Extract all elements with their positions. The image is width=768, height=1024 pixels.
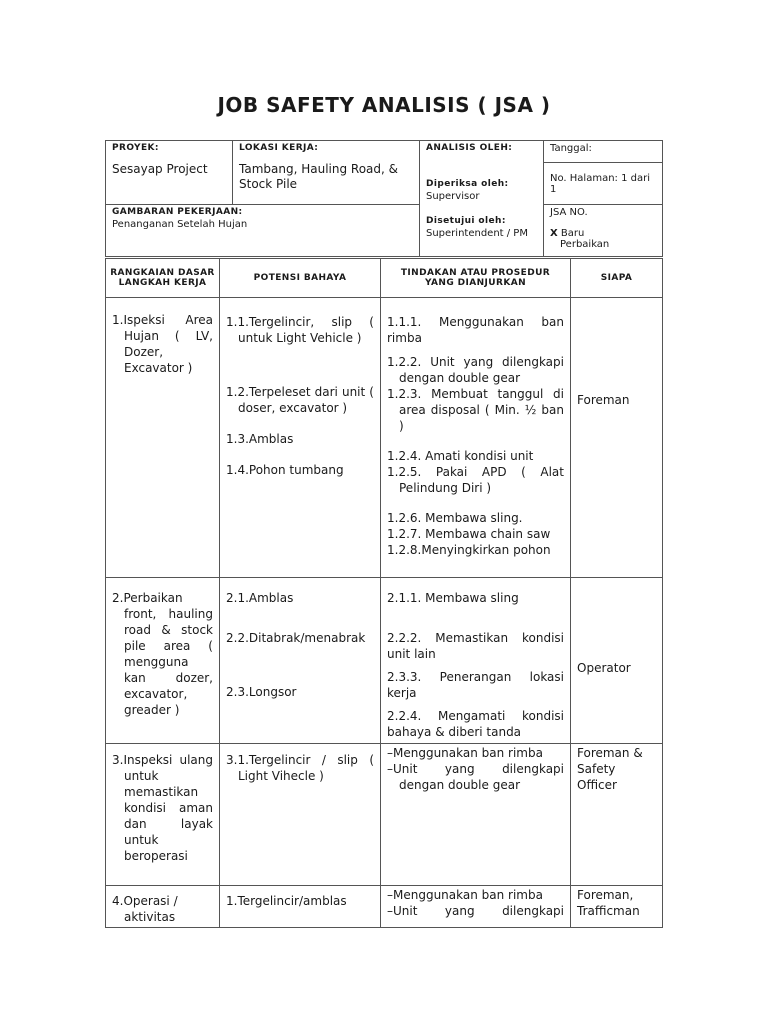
action-item: 1.2.4. Amati kondisi unit (387, 449, 534, 463)
table-row (106, 578, 663, 744)
tanggal-cell (544, 141, 663, 205)
action-item: –Menggunakan ban rimba (387, 888, 543, 902)
disetujui-label: Disetujui oleh: (426, 216, 506, 226)
action-item: 2.1.1. Membawa sling (387, 591, 519, 605)
baru-label: Baru (560, 228, 585, 239)
col-tindakan: TINDAKAN ATAU PROSEDUR YANG DIANJURKAN (381, 259, 571, 298)
action-item: 1.2.6. Membawa sling. (387, 511, 523, 525)
diperiksa-value: Supervisor (426, 191, 480, 202)
tanggal-label: Tanggal: (550, 143, 592, 154)
gambaran-label: GAMBARAN PEKERJAAN: (112, 207, 243, 217)
step-text: 4.Operasi / aktivitas (112, 894, 178, 924)
who-text: Operator (577, 661, 631, 675)
table-row (106, 744, 663, 886)
hazard-item: 1.Tergelincir/amblas (226, 894, 347, 908)
gambaran-value: Penanganan Setelah Hujan (112, 219, 248, 230)
action-item: –Menggunakan ban rimba (387, 746, 543, 760)
analisis-cell (420, 141, 544, 257)
jsa-no-cell (544, 205, 663, 257)
step-text: 2.Perbaikan front, hauling road & stock pile area ( mengguna kan dozer, excavator, greader ) (112, 591, 213, 717)
action-item: 1.1.1. Menggunakan ban rimba (387, 315, 564, 345)
proyek-cell (106, 141, 233, 205)
gambaran-cell (106, 205, 420, 257)
action-item: –Unit yang dilengkapi dengan double gear (387, 762, 564, 792)
step-text: 3.Inspeksi ulang untuk memastikan kondisi aman dan layak untuk beroperasi (112, 753, 213, 863)
table-row (106, 886, 663, 928)
jsa-no-label: JSA NO. (550, 207, 588, 218)
jsa-status (544, 220, 662, 252)
action-item: 1.2.3. Membuat tanggul di area disposal ( Min. ½ ban ) (387, 387, 564, 433)
action-item: 2.2.2. Memastikan kondisi unit lain (387, 631, 564, 661)
action-item: 1.2.8.Menyingkirkan pohon (387, 543, 551, 557)
x-mark: X (550, 228, 558, 239)
hazard-item: 2.1.Amblas (226, 591, 294, 605)
document-title: JOB SAFETY ANALISIS ( JSA ) (217, 93, 551, 117)
proyek-value: Sesayap Project (112, 162, 208, 176)
action-item: 2.3.3. Penerangan lokasi kerja (387, 670, 564, 700)
action-item: 2.2.4. Mengamati kondisi bahaya & diberi tanda (387, 709, 564, 739)
action-item: 1.2.7. Membawa chain saw (387, 527, 551, 541)
action-item: 1.2.2. Unit yang dilengkapi dengan double gear (387, 355, 564, 385)
analisis-label: ANALISIS OLEH: (426, 143, 513, 153)
diperiksa-label: Diperiksa oleh: (426, 179, 509, 189)
header-table (105, 140, 663, 257)
perbaikan-label: Perbaikan (560, 239, 610, 250)
who-text: Foreman & Safety Officer (577, 746, 643, 792)
hazard-item: 1.1.Tergelincir, slip ( untuk Light Vehicle ) (226, 315, 374, 345)
who-text: Foreman, Trafficman (577, 888, 640, 918)
col-rangkaian: RANGKAIAN DASAR LANGKAH KERJA (106, 259, 220, 298)
action-item: –Unit yang dilengkapi (387, 904, 564, 918)
hazard-item: 3.1.Tergelincir / slip ( Light Vihecle ) (226, 753, 374, 783)
lokasi-value: Tambang, Hauling Road, & Stock Pile (239, 162, 398, 191)
proyek-label: PROYEK: (112, 143, 159, 153)
hazard-item: 2.3.Longsor (226, 685, 297, 699)
lokasi-cell (233, 141, 420, 205)
hazard-item: 1.4.Pohon tumbang (226, 463, 344, 477)
hazard-item: 1.3.Amblas (226, 432, 294, 446)
who-text: Foreman (577, 393, 630, 407)
halaman-value: No. Halaman: 1 dari 1 (544, 162, 662, 197)
col-potensi: POTENSI BAHAYA (220, 259, 381, 298)
hazard-item: 1.2.Terpeleset dari unit ( doser, excavator ) (226, 385, 374, 415)
step-text: 1.Ispeksi Area Hujan ( LV, Dozer, Excavator ) (112, 313, 213, 375)
lokasi-label: LOKASI KERJA: (239, 143, 319, 153)
disetujui-value: Superintendent / PM (426, 228, 528, 239)
hazard-item: 2.2.Ditabrak/menabrak (226, 631, 366, 645)
table-row (106, 298, 663, 578)
action-item: 1.2.5. Pakai APD ( Alat Pelindung Diri ) (387, 465, 564, 495)
col-siapa: SIAPA (571, 259, 663, 298)
jsa-table (105, 258, 663, 928)
